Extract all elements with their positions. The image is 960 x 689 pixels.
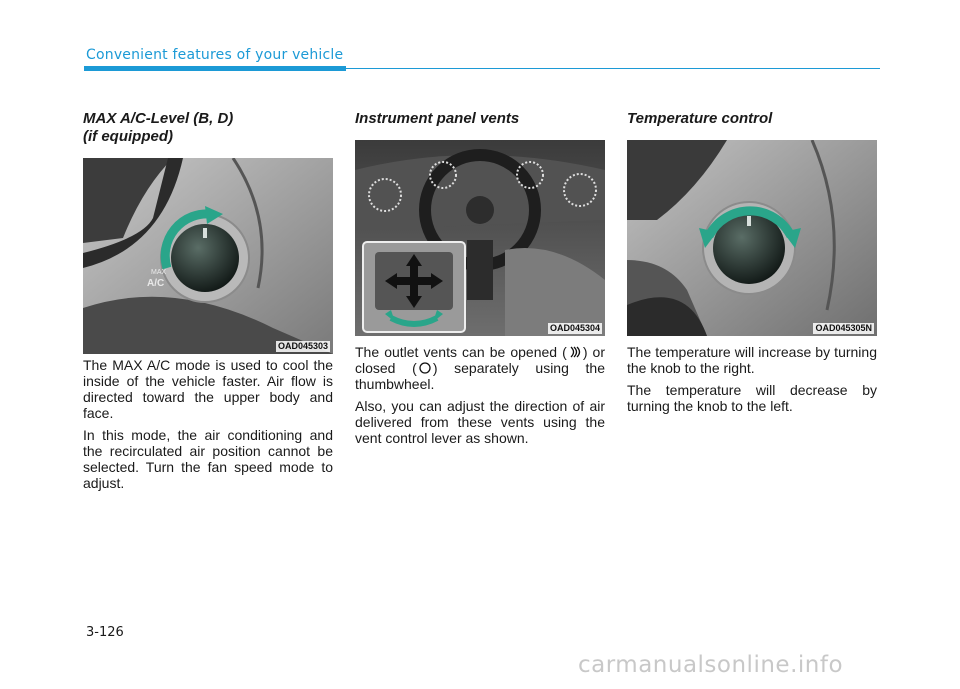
heading-temperature-control: Temperature control — [627, 110, 773, 127]
heading-max-ac: MAX A/C-Level (B, D) (if equipped) — [83, 110, 234, 145]
body-temperature-control: The temperature will increase by turning the knob to the right. The temperature will decrease by turning the knob to the left. — [627, 344, 877, 414]
figure-max-ac-knob — [83, 158, 333, 354]
column-max-ac — [83, 110, 335, 491]
max-label: MAX — [151, 269, 167, 276]
figure-code: OAD045304 — [549, 323, 600, 333]
column-temperature-control — [627, 110, 879, 414]
section-title: Convenient features of your vehicle — [86, 47, 344, 63]
section-rule-thin — [346, 68, 880, 69]
vent-open-icon — [568, 345, 582, 359]
figure-instrument-vents — [355, 140, 605, 336]
column-instrument-vents — [355, 110, 607, 446]
page-number: 3-126 — [86, 625, 124, 640]
ac-label: A/C — [147, 278, 165, 289]
vent-closed-icon — [418, 361, 432, 375]
body-instrument-vents: The outlet vents can be opened ( ) or closed ( ) separately using the thumbwheel. Also, you can adjust the direction of air delivered from these vents using the vent control lever as shown. — [355, 344, 605, 446]
figure-code: OAD045303 — [277, 341, 328, 351]
body-max-ac: The MAX A/C mode is used to cool the inside of the vehicle faster. Air flow is directed toward the upper body and face. In this mode, the air conditioning and the recirculated air position cannot be selected. Turn the fan speed mode to adjust. — [83, 357, 333, 491]
figure-temperature-knob — [627, 140, 877, 336]
watermark: carmanualsonline.info — [578, 652, 844, 678]
figure-code: OAD045305N — [815, 323, 872, 333]
section-rule-thick — [84, 66, 346, 71]
heading-instrument-vents: Instrument panel vents — [355, 110, 520, 127]
